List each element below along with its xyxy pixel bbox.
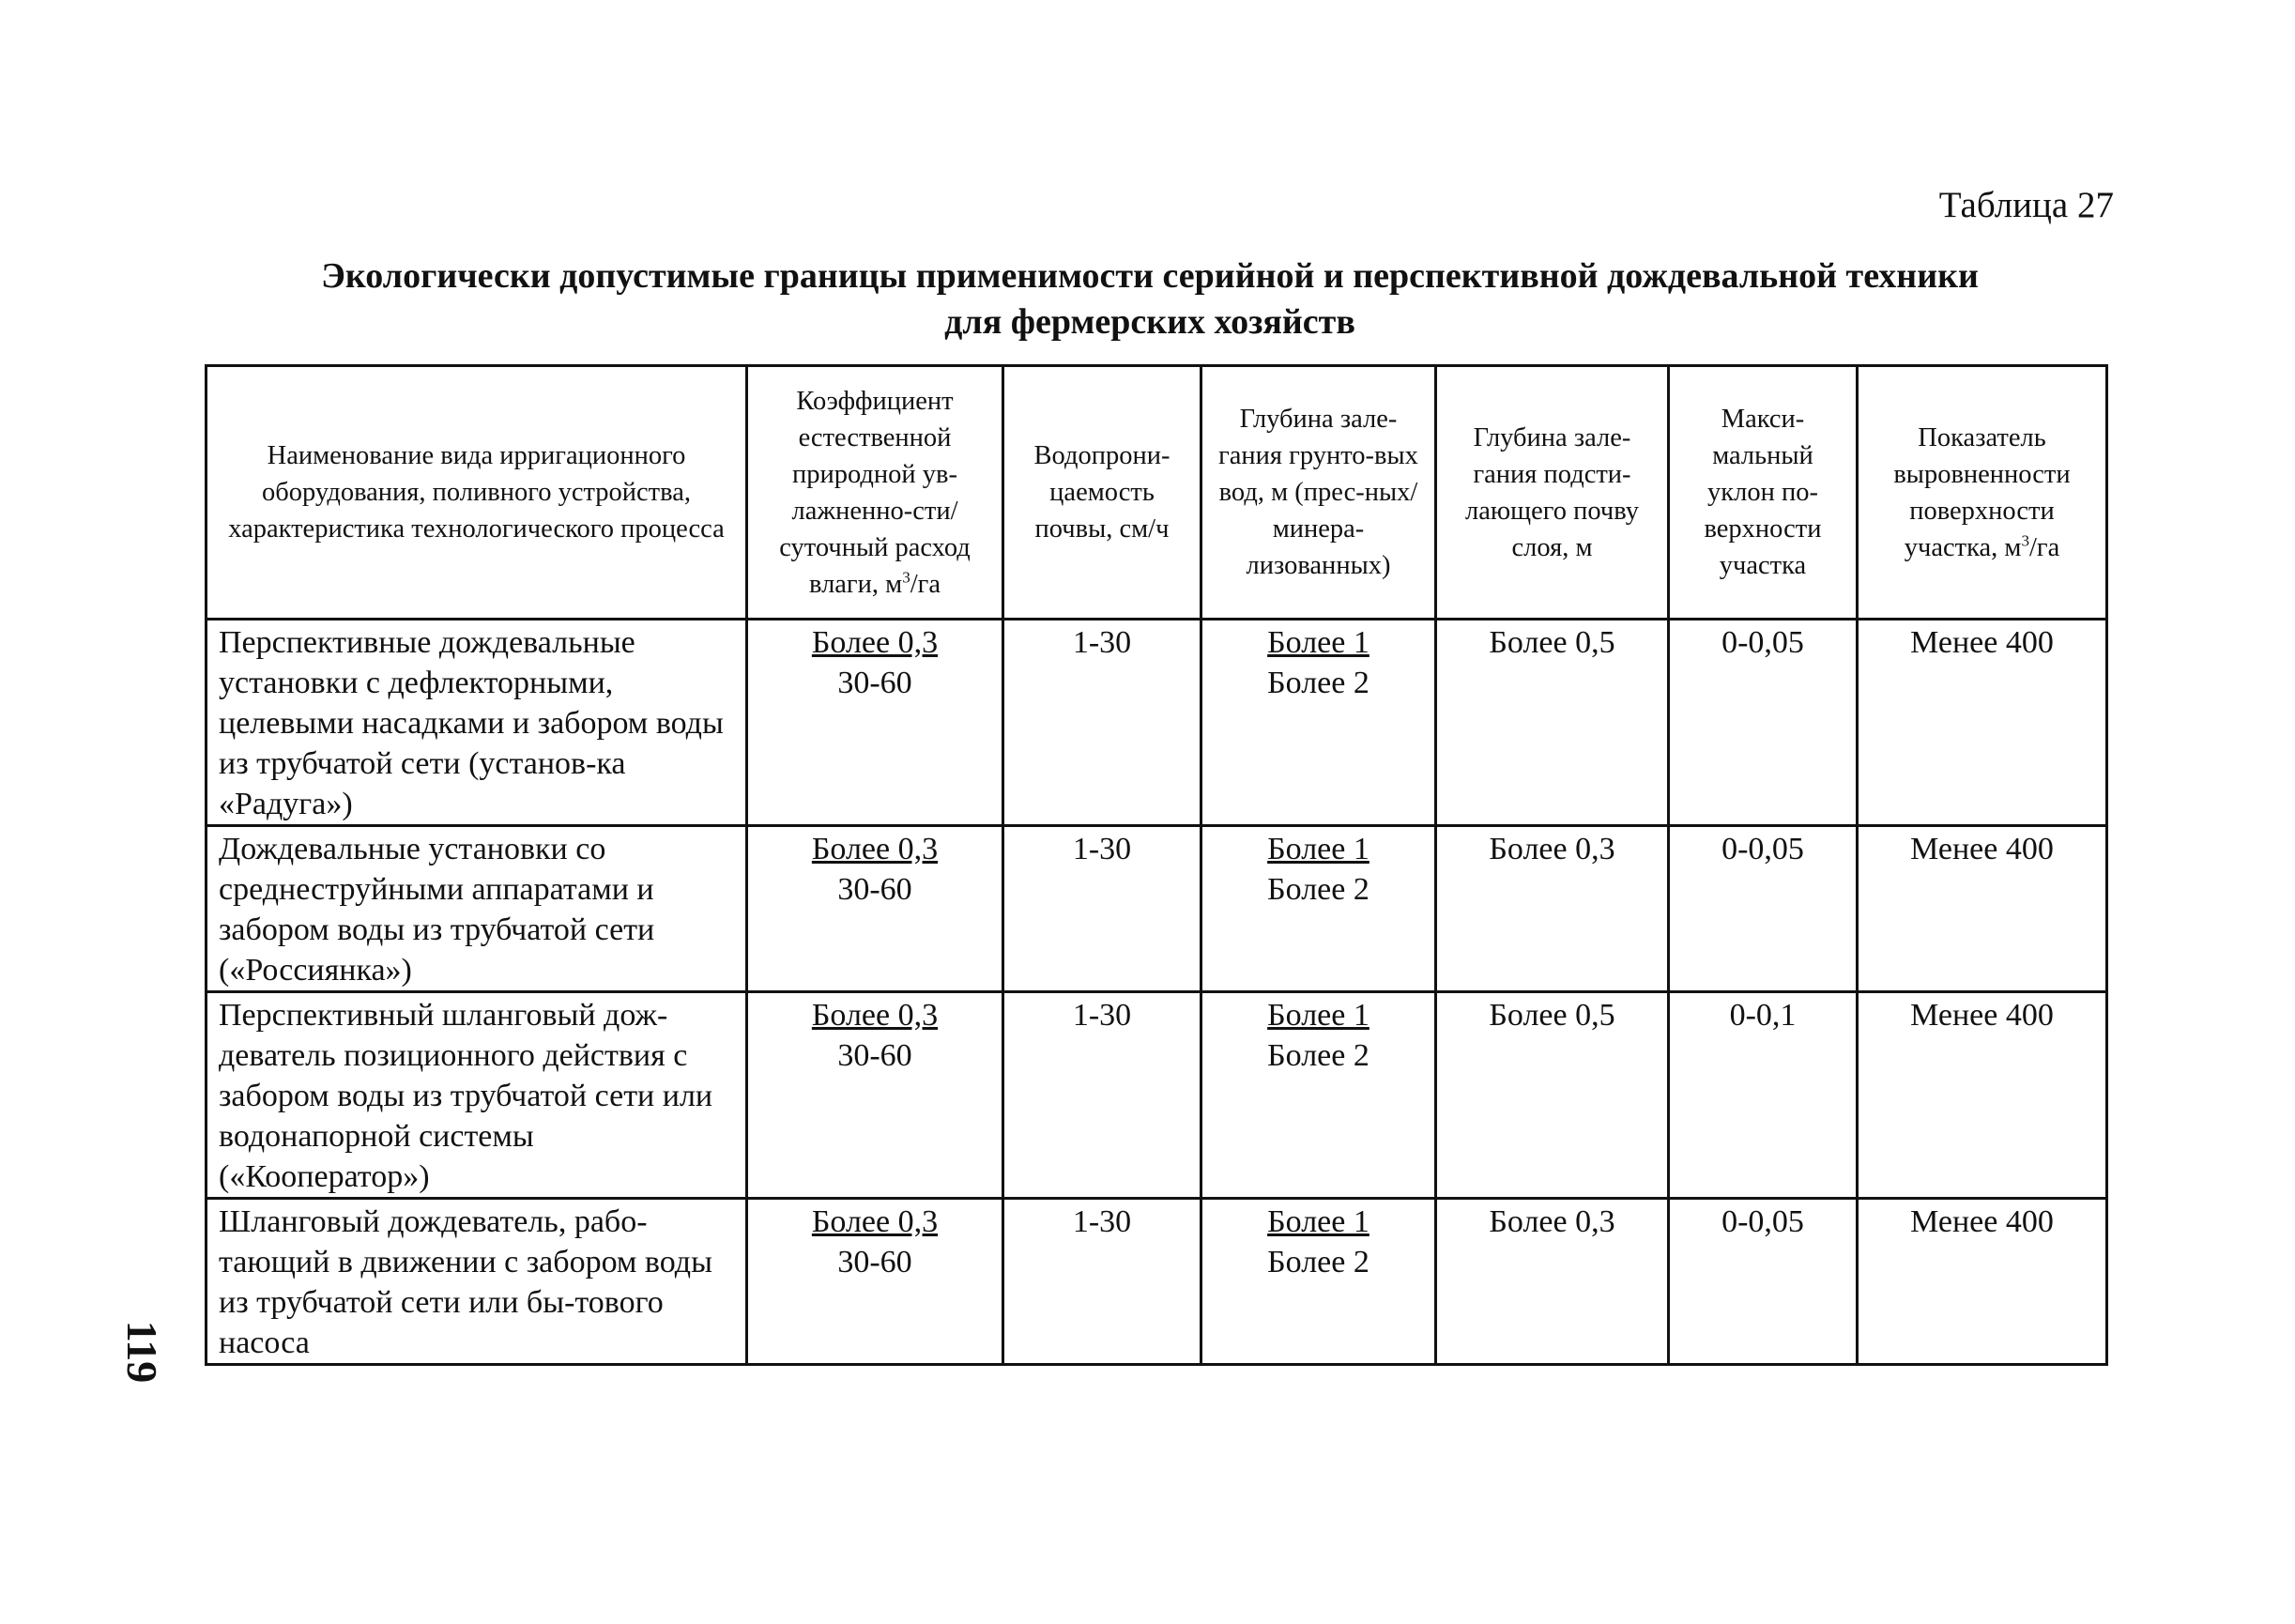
table-row <box>207 992 2107 1199</box>
cell-permeability: 1-30 <box>1003 1199 1201 1365</box>
table-row <box>207 1199 2107 1365</box>
table-number-label: Таблица 27 <box>1938 185 2114 225</box>
header-row <box>207 366 2107 620</box>
cell-permeability: 1-30 <box>1003 826 1201 992</box>
cell-moisture: Более 0,3 30-60 <box>747 992 1003 1199</box>
header-underlying-layer-depth: Глубина зале-гания подсти-лающего почву слоя, м <box>1436 366 1669 620</box>
cell-evenness: Менее 400 <box>1858 1199 2107 1365</box>
cell-underlying-layer: Более 0,3 <box>1436 826 1669 992</box>
applicability-table <box>205 364 2108 1366</box>
cell-groundwater: Более 1 Более 2 <box>1201 992 1436 1199</box>
cell-groundwater: Более 1 Более 2 <box>1201 620 1436 826</box>
cell-moisture: Более 0,3 30-60 <box>747 1199 1003 1365</box>
cell-max-slope: 0-0,05 <box>1669 1199 1858 1365</box>
header-evenness: Показатель выровненности поверхности участка, $м^3/га$ <box>1858 366 2107 620</box>
cell-moisture: Более 0,3 30-60 <box>747 826 1003 992</box>
table-row <box>207 826 2107 992</box>
cell-permeability: 1-30 <box>1003 620 1201 826</box>
table-title-line-2: для фермерских хозяйств <box>944 302 1355 342</box>
header-groundwater-depth: Глубина зале-гания грунто-вых вод, м (прес-ных/минера-лизованных) <box>1201 366 1436 620</box>
header-equipment: Наименование вида ирригационного оборудования, поливного устройства, характеристика технологического процесса <box>207 366 747 620</box>
header-moisture-coefficient: Коэффициент естественной природной ув-лажненно-сти/суточный расход влаги, $м^3/га$ <box>747 366 1003 620</box>
cell-groundwater: Более 1 Более 2 <box>1201 826 1436 992</box>
cell-equipment: Шланговый дождеватель, рабо-тающий в движении с забором воды из трубчатой сети или бы-тового насоса <box>207 1199 747 1365</box>
table-title <box>207 253 2093 345</box>
cell-max-slope: 0-0,05 <box>1669 620 1858 826</box>
header-max-slope: Макси-мальный уклон по-верхности участка <box>1669 366 1858 620</box>
table-title-line-1: Экологически допустимые границы применимости серийной и перспективной дождевальной техники <box>321 256 1979 296</box>
cell-groundwater: Более 1 Более 2 <box>1201 1199 1436 1365</box>
cell-equipment: Перспективные дождевальные установки с дефлекторными, целевыми насадками и забором воды из трубчатой сети (установ-ка «Радуга») <box>207 620 747 826</box>
cell-evenness: Менее 400 <box>1858 620 2107 826</box>
cell-evenness: Менее 400 <box>1858 826 2107 992</box>
cell-underlying-layer: Более 0,5 <box>1436 992 1669 1199</box>
table-row <box>207 620 2107 826</box>
cell-equipment: Перспективный шланговый дож-деватель позиционного действия с забором воды из трубчатой сети или водонапорной системы («Кооператор») <box>207 992 747 1199</box>
cell-moisture: Более 0,3 30-60 <box>747 620 1003 826</box>
cell-equipment: Дождевальные установки со среднеструйными аппаратами и забором воды из трубчатой сети («Россиянка») <box>207 826 747 992</box>
page-number: 119 <box>118 1320 166 1384</box>
header-permeability: Водопрони-цаемость почвы, см/ч <box>1003 366 1201 620</box>
cell-max-slope: 0-0,1 <box>1669 992 1858 1199</box>
cell-underlying-layer: Более 0,3 <box>1436 1199 1669 1365</box>
cell-max-slope: 0-0,05 <box>1669 826 1858 992</box>
cell-evenness: Менее 400 <box>1858 992 2107 1199</box>
cell-permeability: 1-30 <box>1003 992 1201 1199</box>
cell-underlying-layer: Более 0,5 <box>1436 620 1669 826</box>
